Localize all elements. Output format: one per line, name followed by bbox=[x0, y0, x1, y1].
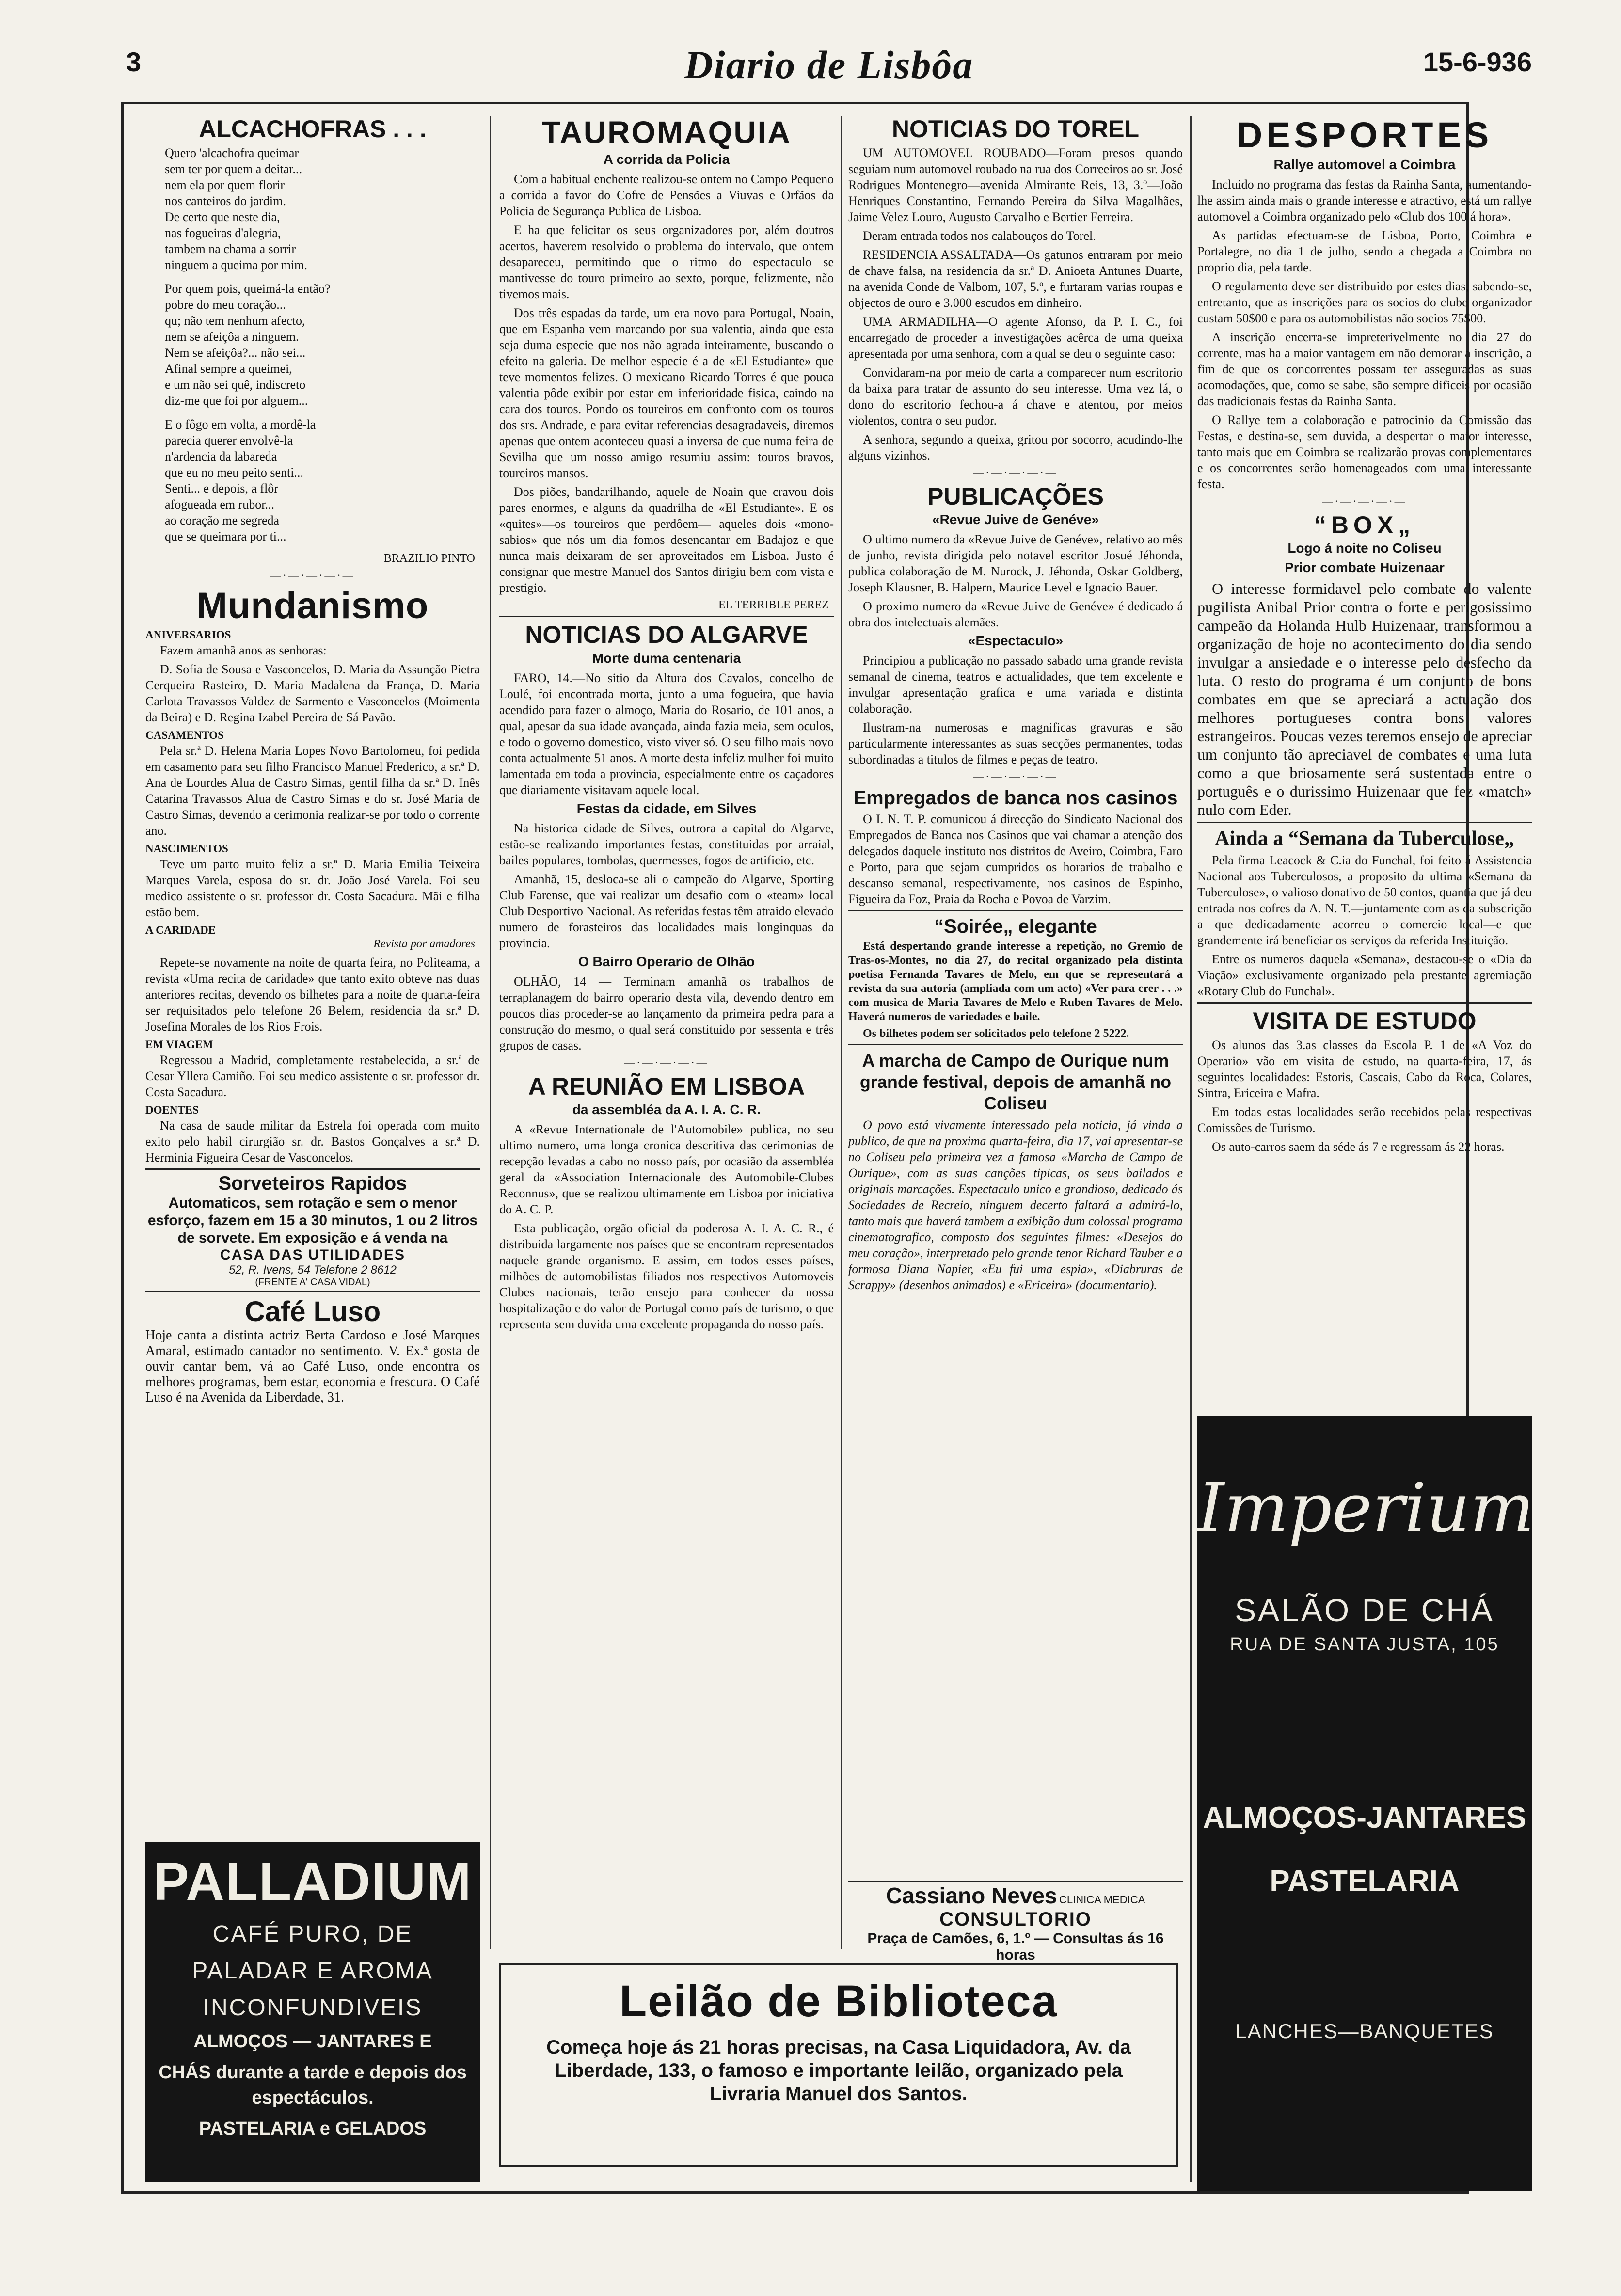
column-rule bbox=[490, 116, 491, 1949]
article-title: ALCACHOFRAS . . . bbox=[199, 115, 427, 143]
paragraph: Regressou a Madrid, completamente restabelecida, a sr.ª de Cesar Yllera Camiño. Foi seu medico assistente o sr. professor dr. Costa Sacadura. bbox=[145, 1053, 480, 1100]
paragraph: Deram entrada todos nos calabouços do Torel. bbox=[863, 228, 1096, 243]
column-rule bbox=[841, 116, 842, 1949]
column-2 bbox=[499, 112, 834, 1469]
ad-line: INCONFUNDIVEIS bbox=[203, 1995, 423, 2021]
ad-title: Leilão de Biblioteca bbox=[620, 1977, 1058, 2026]
article-box bbox=[1197, 512, 1532, 819]
column-rule bbox=[1190, 116, 1192, 2182]
section-label: A CARIDADE bbox=[145, 924, 216, 937]
ad-address: Praça de Camões, 6, 1.º — Consultas ás 16 horas bbox=[867, 1930, 1164, 1963]
section-heading: O Bairro Operario de Olhão bbox=[578, 954, 755, 969]
paragraph: Está despertando grande interesse a repetição, no Gremio de Tras-os-Montes, no dia 27, do recital organizado pela distinta poetisa Fernanda Tavares de Melo, em que se representará a revista da sua autoria (ampliada com um acto) «Ver para crer . . .» com musica de Maria Tavares de Melo e Ruben Tavares de Melo. Haverá numeros de variedades e baile. bbox=[848, 940, 1183, 1023]
paragraph: Na historica cidade de Silves, outrora a capital do Algarve, estão-se realizando importantes festas, constituidas por arraial, bailes populares, tombolas, quermesses, fogos de artificio, etc. bbox=[499, 821, 834, 867]
paragraph: Fazem amanhã anos as senhoras: bbox=[160, 643, 327, 658]
paragraph: O povo está vivamente interessado pela noticia, já vinda a publico, de que na proxima quarta-feira, dia 17, vai apresentar-se no Coliseu pela primeira vez a famosa «Marcha de Campo de Ourique», com as suas canções tipicas, os seus bailados e originais marcações. Espectaculo unico e grandioso, dedicado ás Sociedades de Recreio, ninguem decerto faltará a admirá-lo, tanto mais que haverá tambem a exibição dum colossal programa cinematografico, composto dos seguintes filmes: «Desejos do meu coração», interpretado pelo grande tenor Richard Tauber e a formosa Diana Napier, «Eu fui uma espia», «Diabruras de Scrappy» (desenhos animados) e «Ericeira» (documentario). bbox=[848, 1118, 1183, 1292]
article-title: Mundanismo bbox=[196, 585, 429, 626]
article-title: Ainda a “Semana da Tuberculose„ bbox=[1215, 828, 1514, 850]
section-heading: «Espectaculo» bbox=[968, 633, 1064, 648]
paragraph: Pela sr.ª D. Helena Maria Lopes Novo Bartolomeu, foi pedida em casamento para seu filho Francisco Manuel Frederico, a sr.ª D. Ana de Lourdes Alua de Castro Simas, gentil filha da sr.ª D. Inês Catarina Travassos Alua de Castro Simas e do sr. José Maria de Castro Simas, devendo a cerimonia realizar-se por todo o corrente ano. bbox=[145, 744, 480, 838]
paragraph: Com a habitual enchente realizou-se ontem no Campo Pequeno a corrida a favor do Cofre de Pensões a Viuvas e Orfãos da Policia de Segurança Publica de Lisboa. bbox=[499, 172, 834, 219]
article-title: “BOX„ bbox=[1314, 511, 1415, 539]
paragraph: E ha que felicitar os seus organizadores por, além doutros acertos, haverem resolvido o problema do intervalo, que ontem desapareceu, permitindo que o ritmo do espectaculo se mantivesse do touro primeiro ao sexto, porque, felizmente, não tivemos mais. bbox=[499, 223, 834, 302]
article-desportes bbox=[1197, 116, 1532, 492]
article-subtitle: A corrida da Policia bbox=[603, 152, 730, 167]
ad-sorveteiros bbox=[145, 1168, 480, 1291]
paragraph: Dos três espadas da tarde, um era novo para Portugal, Noain, que em Espanha vem marcando por sua valentia, ainda que esta seja duma especie que nos não agrada inteiramente, buscando o efeito na galeria. De melhor especie é a de «El Estudiante» que teve momentos felizes. O mexicano Ricardo Torres é que pouca valentia pôde exibir por estar em inferioridade fisica, caindo na cara dos touros. Pondo os toureiros em confronto com os touros dos srs. Andrade, e para evitar referencias desagradaveis, diremos apenas que ontem aconteceu quasi a inversa de que numa feira de Sevilha que um nosso amigo resumiu assim: touros bravos, toureiros mansos. bbox=[499, 306, 834, 480]
ad-line: PASTELARIA bbox=[1270, 1865, 1460, 1898]
ad-address: 52, R. Ivens, 54 Telefone 2 8612 bbox=[228, 1263, 397, 1277]
paragraph: RESIDENCIA ASSALTADA—Os gatunos entraram por meio de chave falsa, na residencia da sr.ª D. Anioeta Antunes Duarte, na avenida Conde de Valbom, 107, 5.º, e furtaram varias roupas e objectos de ouro e 3.000 escudos em dinheiro. bbox=[848, 247, 1183, 310]
section-label: NASCIMENTOS bbox=[145, 843, 228, 855]
paragraph: Incluido no programa das festas da Rainha Santa, aumentando-lhe assim ainda mais o grande interesse e atractivo, está um rallye automovel a Coimbra organizado pelo «Club dos 100 á hora». bbox=[1197, 177, 1532, 223]
ad-shop: CASA DAS UTILIDADES bbox=[220, 1247, 405, 1263]
paragraph: UMA ARMADILHA—O agente Afonso, da P. I. C., foi encarregado de proceder a investigações acêrca de uma queixa apresentada por uma senhora, com a qual se deu o seguinte caso: bbox=[848, 314, 1183, 361]
ad-palladium bbox=[145, 1842, 480, 2182]
article-publicacoes bbox=[848, 484, 1183, 768]
article-title: VISITA DE ESTUDO bbox=[1253, 1007, 1477, 1035]
article-soiree bbox=[848, 910, 1183, 1041]
article-title: “Soirée„ elegante bbox=[934, 916, 1097, 937]
ad-line: SALÃO DE CHÁ bbox=[1235, 1592, 1494, 1628]
ad-address: RUA DE SANTA JUSTA, 105 bbox=[1230, 1634, 1499, 1655]
article-tauromaquia bbox=[499, 116, 834, 612]
paragraph: FARO, 14.—No sitio da Altura dos Cavalos, concelho de Loulé, foi encontrada morta, junto a uma fogueira, que havia acendido para fazer o almoço, Maria do Rosario, de 101 anos, a qual, apesar da sua idade avançada, ainda fazia meia, sem oculos, e todo o governo domestico, visto viver só. O seu filho mais novo conta actualmente 51 anos. A morte desta infeliz mulher foi muito lamentada em toda a provincia, especialmente entre os caçadores que diariamente visitavam aquele local. bbox=[499, 670, 834, 797]
separator: —·—·—·—·— bbox=[270, 569, 355, 581]
article-alcachofras bbox=[145, 116, 480, 565]
column-4 bbox=[1197, 112, 1532, 1411]
section-sublabel: Revista por amadores bbox=[373, 938, 475, 951]
article-subtitle: Rallye automovel a Coimbra bbox=[1273, 157, 1456, 172]
ad-body: Automaticos, sem rotação e sem o menor esforço, fazem em 15 a 30 minutos, 1 ou 2 litros de sorvete. Em exposição e á venda na bbox=[147, 1195, 478, 1246]
paragraph: Em todas estas localidades serão recebidos pelas respectivas Comissões de Turismo. bbox=[1197, 1104, 1532, 1135]
article-tuberculose bbox=[1197, 822, 1532, 999]
newspaper-title: Diario de Lisbôa bbox=[684, 43, 974, 87]
paragraph: O proximo numero da «Revue Juive de Genéve» é dedicado á obra dos intelectuais alemães. bbox=[848, 599, 1183, 629]
paragraph: A senhora, segundo a queixa, gritou por socorro, acudindo-lhe alguns vizinhos. bbox=[848, 432, 1183, 462]
column-3 bbox=[848, 112, 1183, 1866]
ad-cassiano-neves bbox=[848, 1881, 1183, 1963]
ad-line: CAFÉ PURO, DE bbox=[212, 1921, 413, 1947]
paragraph: Os bilhetes podem ser solicitados pelo telefone 2 5222. bbox=[863, 1027, 1129, 1040]
ad-title: Café Luso bbox=[244, 1296, 381, 1328]
ad-line: LANCHES—BANQUETES bbox=[1235, 2020, 1494, 2042]
page-number: 3 bbox=[126, 47, 142, 77]
article-title: NOTICIAS DO TOREL bbox=[891, 115, 1140, 143]
ad-body: Hoje canta a distinta actriz Berta Cardoso e José Marques Amaral, estimado cantador no sentimento. V. Ex.ª gosta de ouvir cantar bem, vá ao Café Luso, onde encontra os melhores programas, bem estar, economia e frescura. O Café Luso é na Avenida da Liberdade, 31. bbox=[145, 1328, 480, 1405]
paragraph: As partidas efectuam-se de Lisboa, Porto, Coimbra e Portalegre, no dia 1 de julho, sendo a chegada a Coimbra no proprio dia, pela tarde. bbox=[1197, 228, 1532, 274]
paragraph: O interesse formidavel pelo combate do valente pugilista Anibal Prior contra o forte e perigosissimo campeão da Holanda Hulb Huizenaar, transformou a organização de hoje no acontecimento do dia sendo invulgar a ansiedade e o interesse pelo desfecho da luta. O resto do programa é um conjunto de bons combates em que se apreciará a actuação dos melhores portugueses contra bons valores estrangeiros. Poucas vezes teremos ensejo de apreciar um conjunto tão apreciavel de combates e uma luta como a que briosamente será sustentada entre o português e o durissimo Huizenaar que fez «match» nulo com Eder. bbox=[1197, 580, 1532, 819]
poem-stanza: Quero 'alcachofra queimar sem ter por quem a deitar... nem ela por quem florir nos canteiros do jardim. De certo que neste dia, nas fogueiras d'alegria, tambem na chama a sorrir ninguem a queima por mim. bbox=[165, 145, 307, 272]
paragraph: O ultimo numero da «Revue Juive de Genéve», relativo ao mês de junho, revista dirigida pelo notavel escritor Josué Jéhonda, publica colaboração de M. Nurock, J. Jéhonda, Oskar Goldberg, Joseph Klausner, B. Halpern, Maurice Level e Ignacio Bauer. bbox=[848, 532, 1183, 594]
ad-title: Sorveteiros Rapidos bbox=[218, 1173, 407, 1195]
article-subtitle: da assembléa da A. I. A. C. R. bbox=[572, 1102, 761, 1117]
section-label: CASAMENTOS bbox=[145, 729, 224, 742]
article-reuniao bbox=[499, 1074, 834, 1333]
paragraph: UM AUTOMOVEL ROUBADO—Foram presos quando seguiam num automovel roubado na rua dos Correeiros ao sr. José Rodrigues Montenegro—avenida Almirante Reis, 13, 3.º—João Henriques Constantino, Fernando Pereira da Silva Magalhães, Jaime Velez Louro, Augusto Carvalho e Bertier Ferreira. bbox=[848, 145, 1183, 224]
article-marcha bbox=[848, 1044, 1183, 1293]
paragraph: O I. N. T. P. comunicou á direcção do Sindicato Nacional dos Empregados de Banca nos Casinos que vai chamar a atenção dos delegados daquele instituto nos distritos de Aveiro, Coimbra, Faro e Porto, para que sejam cumpridos os horarios de trabalho e descanso semanal, respectivamente, nos casinos de Espinho, Figueira da Foz, Praia da Rocha e Povoa de Varzim. bbox=[848, 812, 1183, 906]
ad-brand: Cassiano Neves bbox=[886, 1883, 1057, 1908]
ad-body: Começa hoje ás 21 horas precisas, na Casa Liquidadora, Av. da Liberdade, 133, o famoso e importante leilão, organizado pela Livraria Manuel dos Santos. bbox=[546, 2037, 1131, 2105]
paragraph: Entre os numeros daquela «Semana», destacou-se o «Dia da Viação» exclusivamente organizado pela prestante agremiação «Rotary Club do Funchal». bbox=[1197, 952, 1532, 999]
paragraph: Amanhã, 15, desloca-se ali o campeão do Algarve, Sporting Club Farense, que vai realizar um desafio com o «team» local Club Desportivo Nacional. As referidas festas têm atraido elevado numero de forasteiros das localidades mais longinquas da provincia. bbox=[499, 872, 834, 950]
section-heading: «Revue Juive de Genéve» bbox=[932, 512, 1099, 527]
section-heading: Festas da cidade, em Silves bbox=[576, 800, 757, 816]
ad-line: PALADAR E AROMA bbox=[192, 1958, 433, 1984]
masthead bbox=[126, 43, 1532, 90]
article-author: EL TERRIBLE PEREZ bbox=[718, 599, 829, 612]
paragraph: OLHÃO, 14 — Terminam amanhã os trabalhos de terraplanagem do bairro operario desta vila, devendo dentro em poucos dias proceder-se ao lançamento da primeira pedra para a construção do mesmo, o qual será constituido por sessenta e três grupos de casas. bbox=[499, 974, 834, 1052]
separator: —·—·—·—·— bbox=[973, 466, 1058, 478]
article-title: TAUROMAQUIA bbox=[541, 115, 792, 150]
ad-label: CONSULTORIO bbox=[939, 1909, 1092, 1930]
issue-date: 15-6-936 bbox=[1423, 47, 1532, 77]
paragraph: Principiou a publicação no passado sabado uma grande revista semanal de cinema, teatros e actualidades, que tem excelente e invulgar apresentação grafica e uma variada e distinta colaboração. bbox=[848, 654, 1183, 716]
ad-clinic-label: CLINICA MEDICA bbox=[1059, 1894, 1145, 1906]
ad-line: CHÁS durante a tarde e depois dos espectáculos. bbox=[159, 2062, 467, 2108]
article-subtitle: Prior combate Huizenaar bbox=[1285, 560, 1445, 575]
separator: —·—·—·—·— bbox=[624, 1056, 709, 1068]
article-torel bbox=[848, 116, 1183, 463]
separator: —·—·—·—·— bbox=[1322, 494, 1407, 507]
paragraph: Na casa de saude militar da Estrela foi operada com muito exito pelo habil cirurgião sr. dr. Bastos Gonçalves a sr.ª D. Herminia Figueira Cesar de Vasconcelos. bbox=[145, 1118, 480, 1165]
article-visita bbox=[1197, 1002, 1532, 1155]
section-label: ANIVERSARIOS bbox=[145, 629, 231, 641]
paragraph: Dos piões, bandarilhando, aquele de Noain que cravou dois pares enormes, e alguns da quadrilha de «El Estudiante». E os «quites»—os toureiros que perdôem— aqueles dois «mono-sabios» que nós um dia fomos desencantar em Badajoz e que nunca mais deixaram de ser aproveitados em Lisboa. Justo é consignar que mestre Manuel dos Santos dirigiu bem com vista e prestigio. bbox=[499, 485, 834, 595]
ad-imperium bbox=[1197, 1416, 1535, 2191]
paragraph: Esta publicação, orgão oficial da poderosa A. I. A. C. R., é distribuida largamente nos países que se encontram representados naquele grande organismo. E assim, em todos esses países, milhões de automobilistas filiados nos respectivos Automoveis Clubes nacionais, terão ensejo para conhecer da nossa hospitalização e do valor de Portugal como país de turismo, o que representa sem duvida uma excelente propaganda do nosso país. bbox=[499, 1221, 834, 1332]
ad-brand: Imperium bbox=[1197, 1469, 1535, 1548]
separator: —·—·—·—·— bbox=[973, 770, 1058, 782]
paragraph: D. Sofia de Sousa e Vasconcelos, D. Maria da Assunção Pietra Cerqueira Rasteiro, D. Maria Madalena da França, D. Maria Carlota Travassos Valdez de Sarmento e Vasconcelos (Moimenta da Beira) e D. Regina Izabel Pereira de Sá Pavão. bbox=[145, 662, 480, 725]
article-title: Empregados de banca nos casinos bbox=[853, 787, 1178, 809]
article-title: PUBLICAÇÕES bbox=[927, 482, 1104, 510]
poem-stanza: E o fôgo em volta, a mordê-la parecia querer envolvê-la n'ardencia da labareda que eu no meu peito senti... Senti... e depois, a flôr afogueada em rubor... ao coração me segreda que se queimara por ti... bbox=[165, 417, 316, 543]
paragraph: Pela firma Leacock & C.ia do Funchal, foi feito á Assistencia Nacional aos Tuberculosos, a proposito da ultima «Semana da Tuberculose», o valioso donativo de 50 contos, quantia que já deu entrada nos cofres da A. N. T.—juntamente com as da subscrição a que dedicadamente acorreu o comercio local—e que grandemente irá beneficiar os serviços da referida Instituição. bbox=[1197, 853, 1532, 948]
paragraph: Teve um parto muito feliz a sr.ª D. Maria Emilia Teixeira Marques Varela, esposa do sr. dr. João José Varela. Foi seu medico assistente o sr. professor dr. Costa Sacadura. Mãi e filha estão bem. bbox=[145, 857, 480, 920]
ad-leilao-biblioteca bbox=[499, 1963, 1178, 2167]
paragraph: Convidaram-na por meio de carta a comparecer num escritorio da baixa para tratar de assunto do seu interesse. Uma vez lá, o dono do escritorio fechou-a á chave e atentou, por meios violentos, contra o seu pudor. bbox=[848, 365, 1183, 428]
ad-note: (FRENTE A' CASA VIDAL) bbox=[255, 1277, 370, 1288]
paragraph: Os alunos das 3.as classes da Escola P. 1 de «A Voz do Operario» vão em visita de estudo, na quarta-feira, 17, ás seguintes localidades: Estoris, Cascais, Cabo da Roca, Colares, Sintra, Ericeira e Mafra. bbox=[1197, 1037, 1532, 1100]
article-subtitle: Morte duma centenaria bbox=[592, 650, 741, 666]
article-subtitle: Logo á noite no Coliseu bbox=[1287, 541, 1442, 556]
article-title: A REUNIÃO EM LISBOA bbox=[528, 1072, 805, 1100]
ad-line: ALMOÇOS-JANTARES bbox=[1203, 1801, 1526, 1834]
ad-cafe-luso bbox=[145, 1291, 480, 1408]
paragraph: O Rallye tem a colaboração e patrocinio da Comissão das Festas, e destina-se, sem duvida, a despertar o maior interesse, tanto mais que em Coimbra se realizarão provas complementares e os concorrentes serão homenageados com uma interessante festa. bbox=[1197, 413, 1532, 491]
section-label: DOENTES bbox=[145, 1104, 199, 1116]
article-algarve bbox=[499, 616, 834, 1053]
paragraph: O regulamento deve ser distribuido por estes dias, sabendo-se, entretanto, que as inscrições para os socios do clube organizador custam 50$00 e para os automobilistas não socios 75$00. bbox=[1197, 279, 1532, 325]
article-author: BRAZILIO PINTO bbox=[383, 552, 475, 565]
ad-line: ALMOÇOS — JANTARES E bbox=[193, 2031, 432, 2052]
paragraph: A inscrição encerra-se impreterivelmente no dia 27 do corrente, mas ha a maior vantagem em não demorar a inscrição, a fim de que os concorrentes possam ter asseguradas as suas acomodações, que, como se sabe, são sempre dificeis por ocasião das tradicionais festas da Rainha Santa. bbox=[1197, 330, 1532, 408]
article-title: DESPORTES bbox=[1236, 115, 1493, 155]
article-title: A marcha de Campo de Ourique num grande festival, depois de amanhã no Coliseu bbox=[859, 1051, 1172, 1113]
paragraph: Os auto-carros saem da séde ás 7 e regressam ás 22 horas. bbox=[1212, 1139, 1505, 1154]
section-label: EM VIAGEM bbox=[145, 1038, 213, 1051]
article-empregados bbox=[848, 788, 1183, 907]
paragraph: Repete-se novamente na noite de quarta feira, no Politeama, a revista «Uma recita de caridade» que tanto exito obteve nas duas anteriores recitas, devendo os bilhetes para a noite de quarta-feira ser requisitados pelo telefone 26 Belem, residencia da sr.ª D. Josefina Morales de los Rios Frois. bbox=[145, 956, 480, 1034]
ad-brand: PALLADIUM bbox=[153, 1852, 472, 1912]
poem-stanza: Por quem pois, queimá-la então? pobre do meu coração... qu; não tem nenhum afecto, nem se afeiçôa a ninguem. Nem se afeiçôa?... não sei... Afinal sempre a queimei, e um não sei quê, indiscreto diz-me que foi por alguem... bbox=[165, 281, 331, 408]
ad-line: PASTELARIA e GELADOS bbox=[199, 2119, 427, 2139]
paragraph: Ilustram-na numerosas e magnificas gravuras e são particularmente interessantes as suas secções permanentes, todas subordinadas a titulos de filmes e peças de teatro. bbox=[848, 720, 1183, 766]
paragraph: A «Revue Internationale de l'Automobile» publica, no seu ultimo numero, uma longa cronica descritiva das cerimonias de recepção levadas a cabo no nosso país, por ocasião da assembléa geral da «Association Internacionale des Automobile-Clubes Reconnus», que se realizou ultimamente em Lisboa por iniciativa do A. C. P. bbox=[499, 1122, 834, 1217]
article-title: NOTICIAS DO ALGARVE bbox=[525, 621, 808, 649]
article-mundanismo bbox=[145, 587, 480, 1166]
